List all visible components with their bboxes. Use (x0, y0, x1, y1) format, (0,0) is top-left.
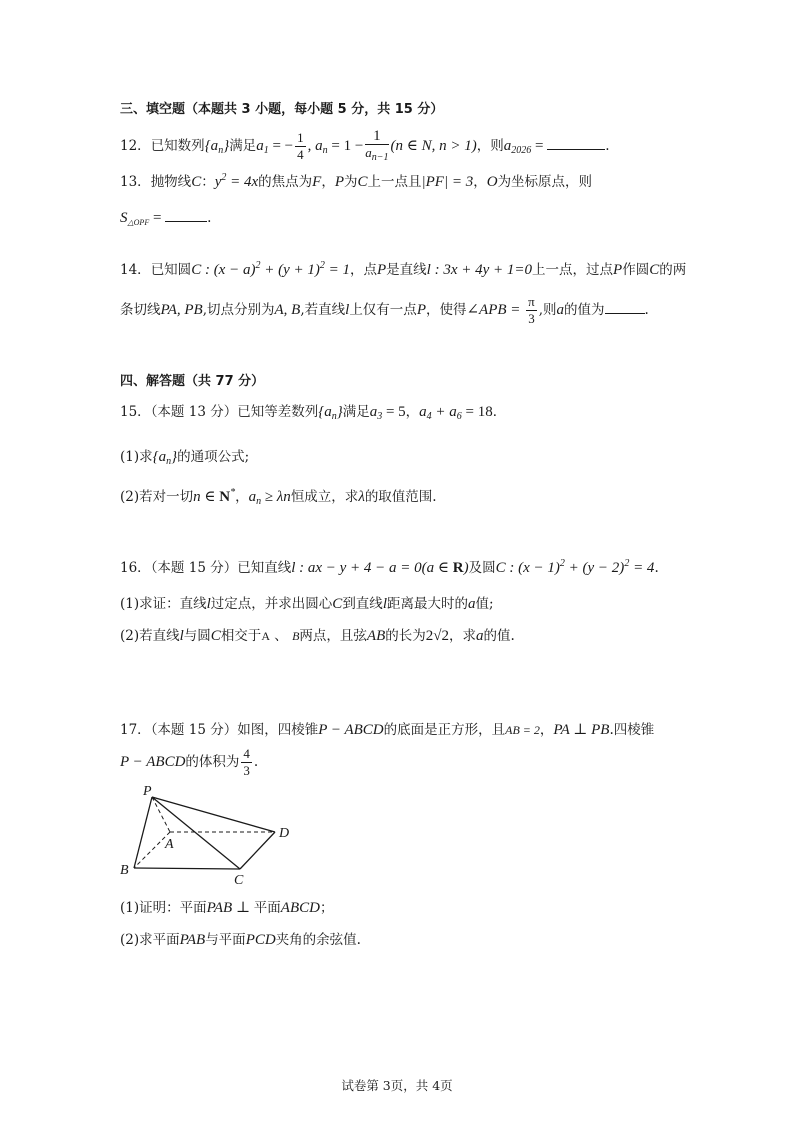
edge-CD (240, 832, 275, 869)
q13-text-3: ， (321, 174, 335, 190)
q12-formula: $a_1$ = − $\frac{1}{4}$ , $a_n = 1$ − $\frac{1}{a_{n-1}}$ (n ∈ N, n > 1) (256, 127, 477, 163)
q15-seq: $\{a_n\}$ (318, 404, 343, 422)
q16-cond: (a ∈ R) (421, 560, 469, 576)
q15-points: （本题 13 分） (150, 404, 238, 420)
q13-text-6: ， (473, 174, 487, 190)
q12-target: $a_{2026}$ = (503, 138, 548, 156)
question-12 (120, 126, 610, 166)
q14-C: C (649, 262, 660, 278)
q17-part-1: (1)证明：平面PAB ⊥ 平面ABCD； (120, 900, 334, 916)
q14-text-7: 条切线 (120, 302, 161, 318)
edge-PD (152, 797, 275, 832)
q13-C-2: C (357, 174, 368, 190)
q13-area: $S_{\triangle OPF}$ = (120, 210, 166, 227)
q17-text-3: ， (539, 722, 554, 738)
q17-text: 如图，四棱锥 (237, 722, 319, 738)
q14-text-6: 的两 (659, 262, 687, 278)
q16-part-1: (1)求证：直线l过定点，并求出圆心C到直线l距离最大时的a值; (120, 596, 494, 612)
q14-text-11: ，使得 (425, 302, 467, 318)
question-13-line-2 (120, 210, 211, 227)
q15-part-1: (1)求$\{a_n\}$的通项公式; (120, 449, 250, 467)
q12-text: 已知数列 (150, 138, 205, 154)
q14-a: a (556, 302, 565, 318)
q15-number: 15． (120, 404, 151, 420)
q15-text: 已知等差数列 (237, 404, 319, 420)
question-13 (120, 170, 592, 191)
q14-text-2: ，点 (350, 262, 377, 278)
q13-text-4: 为 (344, 174, 358, 190)
q14-line: l : 3x + 4y + 1=0 (426, 262, 533, 278)
q17-points: （本题 15 分） (150, 722, 238, 738)
q17-perp: PA ⊥ PB (553, 722, 610, 738)
q13-answer-blank[interactable] (165, 221, 207, 222)
q13-text-5: 上一点且 (367, 174, 422, 190)
q14-l: l (345, 302, 350, 318)
q17-number: 17． (120, 722, 151, 738)
q16-number: 16． (120, 560, 151, 576)
q17-AB: AB = 2 (505, 723, 540, 737)
q14-P: P (377, 262, 387, 278)
question-16 (120, 556, 659, 577)
q15-part-2: (2)若对一切n ∈ N*，$a_n \ge \lambda n$恒成立，求λ的取值范围. (120, 487, 437, 507)
q14-text-3: 是直线 (386, 262, 427, 278)
edge-PC (152, 797, 240, 869)
q14-text-13: 的值为 (564, 302, 605, 318)
vertex-label-P: P (143, 784, 152, 799)
q12-number: 12． (120, 138, 151, 154)
q17-text-5: 的体积为 (185, 754, 240, 770)
q12-answer-blank[interactable] (547, 149, 605, 150)
q14-end: . (644, 302, 649, 318)
page-footer: 试卷第 3页，共 4页 (341, 1078, 453, 1093)
q14-text-4: 上一点，过点 (532, 262, 614, 278)
vertex-label-A: A (165, 837, 174, 852)
edge-PB (134, 797, 152, 868)
q14-answer-blank[interactable] (605, 313, 645, 314)
q14-number: 14． (120, 262, 151, 278)
q16-line: l : ax − y + 4 − a = 0 (291, 560, 422, 576)
q12-text-2: 满足 (229, 138, 257, 154)
q14-circle: C : $(x - a)^2 + (y + 1)^2 = 1$ (191, 260, 350, 278)
q17-volume: $\frac{4}{3}$ (243, 746, 250, 778)
q13-end: . (207, 210, 212, 226)
question-14 (120, 258, 686, 279)
q17-text-2: 的底面是正方形，且 (383, 722, 506, 738)
question-17 (120, 718, 654, 739)
q15-cond-2: $a_4 + a_6 = 18$ (419, 404, 493, 422)
q14-P-2: P (613, 262, 623, 278)
q15-cond-1: $a_3 = 5$ (369, 404, 406, 422)
q14-angle: ∠APB = $\frac{\pi}{3}$ (466, 294, 535, 327)
q16-text-2: 及圆 (468, 560, 496, 576)
q14-text-10: 上仅有一点 (349, 302, 417, 318)
q12-seq: $\{a_n\}$ (204, 138, 230, 156)
question-14-line-2 (120, 290, 649, 330)
question-17-line-2 (120, 742, 258, 782)
q13-F: F (312, 174, 322, 190)
q12-text-3: ，则 (476, 138, 504, 154)
q16-points: （本题 15 分） (150, 560, 238, 576)
q17-end: . (253, 754, 259, 770)
q13-P: P (334, 174, 344, 190)
q14-text-9: ,若直线 (300, 302, 346, 318)
edge-BC (134, 868, 240, 869)
q16-text: 已知直线 (237, 560, 292, 576)
q16-end: . (654, 560, 659, 576)
q13-equation: $y^2 = 4x$ (214, 172, 259, 190)
q14-text-8: ,切点分别为 (202, 302, 275, 318)
q13-O: O (486, 174, 498, 190)
q16-part-2: (2)若直线l与圆C相交于A 、 B两点，且弦AB的长为2√2，求a的值. (120, 628, 515, 644)
q17-part-2: (2)求平面PAB与平面PCD夹角的余弦值. (120, 932, 361, 948)
q14-text-12: ,则 (538, 302, 557, 318)
question-15 (120, 400, 506, 422)
q13-text-7: 为坐标原点，则 (497, 174, 593, 190)
q14-PA-PB: PA, PB (160, 302, 203, 318)
q13-colon: ： (201, 174, 215, 190)
q14-text-5: 作圆 (622, 262, 650, 278)
q13-text-2: 的焦点为 (258, 174, 313, 190)
q17-pyramid-2: P − ABCD (120, 754, 186, 770)
q13-text: 抛物线 (150, 174, 192, 190)
q13-PF: |PF| = 3 (421, 174, 474, 190)
q17-text-4: .四棱锥 (609, 722, 655, 738)
section-4-heading: 四、解答题（共 77 分） (120, 374, 265, 389)
pyramid-figure (115, 782, 305, 888)
section-3-heading: 三、填空题（本题共 3 小题，每小题 5 分，共 15 分） (120, 102, 444, 117)
q15-text-2: 满足 (342, 404, 370, 420)
q16-circle: C : $(x - 1)^2 + (y - 2)^2 = 4$ (495, 558, 655, 576)
vertex-label-B: B (120, 863, 129, 878)
q15-sep: ， (405, 404, 420, 420)
q17-pyramid: P − ABCD (318, 722, 384, 738)
q12-end: . (605, 138, 610, 154)
q13-number: 13． (120, 174, 151, 190)
q14-P-3: P (416, 302, 426, 318)
q15-end: ． (492, 404, 507, 420)
vertex-label-C: C (234, 873, 244, 888)
vertex-label-D: D (279, 826, 290, 841)
q14-text: 已知圆 (150, 262, 192, 278)
edge-PA (152, 797, 170, 832)
q14-AB: A, B (274, 302, 301, 318)
q13-C: C (191, 174, 202, 190)
